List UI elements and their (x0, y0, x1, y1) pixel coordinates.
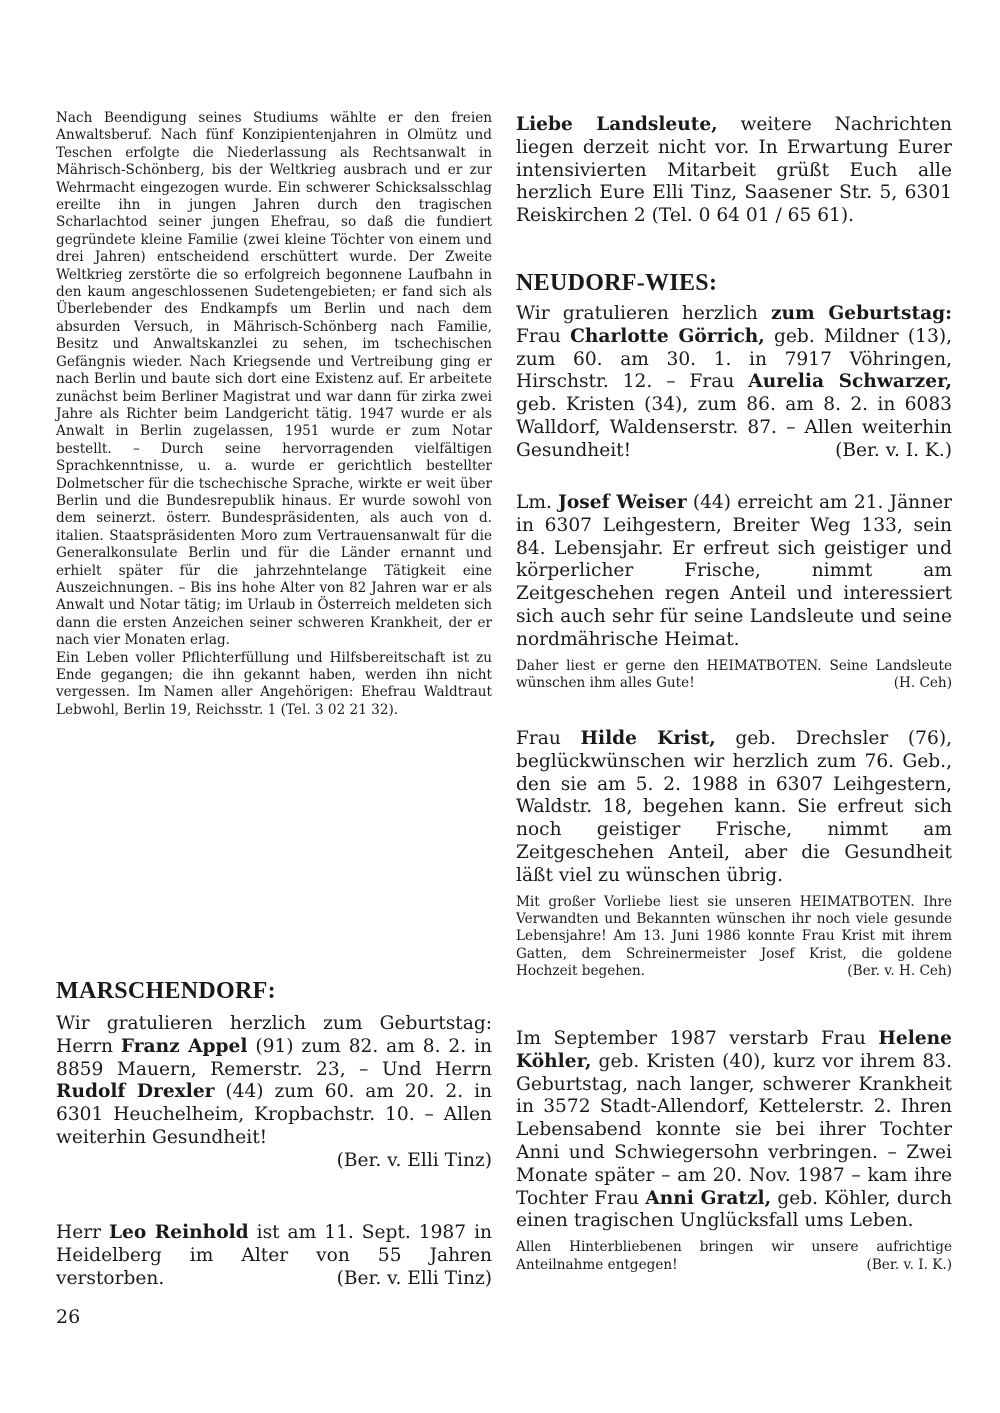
obituary-article (56, 110, 492, 719)
name-charlotte-goerrich: Charlotte Görrich, (570, 325, 765, 347)
koehler-small: Allen Hinterbliebenen bringen wir unsere aufrichtige Anteilnahme entgegen! (Ber. v. I. K.) (516, 1239, 952, 1273)
krist-notice (516, 728, 952, 981)
name-aurelia-schwarzer: Aurelia Schwarzer, (748, 371, 952, 393)
koehler-text: Im September 1987 verstarb Frau Helene Köhler, geb. Kristen (40), kurz vor ihrem 83. Geburtstag, nach langer, schwerer Krankheit in 3572 Stadt-Allendorf, Kettelerstr. 2. Ihren Lebensabend konnte sie bei ihrer Tochter Anni und Schwiegersohn verbringen. – Zwei Monate später – am 20. Nov. 1987 – kam ihre Tochter Frau Anni Gratzl, geb. Köhler, durch einen tragischen Unglücksfall ums Leben. (516, 1028, 952, 1232)
krist-small: Mit großer Vorliebe liest sie unseren HEIMATBOTEN. Ihre Verwandten und Bekannten wünschen ihr noch viele gesunde Lebensjahre! Am 13. Juni 1986 konnte Frau Krist mit ihrem Gatten, dem Schreinermeister Josef Krist, die goldene Hochzeit begehen. (Ber. v. H. Ceh) (516, 893, 952, 980)
weiser-notice (516, 492, 952, 692)
name-hilde-krist: Hilde Krist, (580, 728, 716, 749)
name-anni-gratzl: Anni Gratzl, (645, 1187, 772, 1209)
reinhold-notice (56, 1222, 492, 1290)
obituary-text: Nach Beendigung seines Studiums wählte er den freien Anwaltsberuf. Nach fünf Konzipientenjahren in Olmütz und Teschen erfolgte die Niederlassung als Rechtsanwalt in Mährisch-Schönberg, bis der Weltkrieg ausbrach und er zur Wehrmacht eingezogen wurde. Ein schwerer Schicksalsschlag ereilte ihn in jungen Jahren durch den tragischen Scharlachtod seiner jungen Ehefrau, so daß die fundiert gegründete kleine Familie (zwei kleine Töchter von einem und drei Jahren) entscheidend erschüttert wurde. Der Zweite Weltkrieg zerstörte die so erfolgreich begonnene Laufbahn in den kaum angeschlossenen Sudetengebieten; er fand sich als Überlebender des Endkampfs um Berlin und nach dem absurden Versuch, in Mährisch-Schönberg nach Familie, Besitz und Anwaltskanzlei zu sehen, im tschechischen Gefängnis wieder. Nach Kriegsende und Vertreibung ging er nach Berlin und baute sich dort eine Existenz auf. Er arbeitete zunächst beim Berliner Magistrat und war dann für zirka zwei Jahre als Richter beim Landgericht tätig. 1947 wurde er als Anwalt in Berlin zugelassen, 1951 wurde er zum Notar bestellt. – Durch seine hervorragenden vielfältigen Sprachkenntnisse, u. a. wurde er gerichtlich bestellter Dolmetscher für die tschechische Sprache, wirkte er weit über Berlin und die Bundesrepublik hinaus. Er wurde sowohl von dem seinerzt. österr. Bundespräsidenten, als auch von d. italien. Staatspräsidenten Moro zum Vertrauensanwalt für die Generalkonsulate Berlin und für die Länder ernannt und erhielt später für die jahrzehntelange Tätigkeit eine Auszeichnungen. – Bis ins hohe Alter von 82 Jahren war er als Anwalt und Notar tätig; im Urlaub in Österreich meldeten sich dann die ersten Anzeichen seiner schweren Krankheit, der er nach vier Monaten erlag. (56, 110, 492, 649)
marschendorf-heading: MARSCHENDORF: (56, 978, 276, 1004)
weiser-credit: (H. Ceh) (893, 674, 952, 691)
marschendorf-text: Wir gratulieren herzlich zum Geburtstag: Herrn Franz Appel (91) zum 82. am 8. 2. in 8859 Mauern, Remerstr. 23, – Und Herrn Rudolf Drexler (44) zum 60. am 20. 2. in 6301 Heuchelheim, Kropbachstr. 10. – Allen weiterhin Gesundheit! (56, 1013, 492, 1148)
reinhold-text: Herr Leo Reinhold ist am 11. Sept. 1987 in Heidelberg im Alter von 55 Jahren verstorben. (Ber. v. Elli Tinz) (56, 1222, 492, 1289)
obituary-closing: Ein Leben voller Pflichterfüllung und Hilfsbereitschaft ist zu Ende gegangen; die ihn gekannt haben, werden ihn nicht vergessen. Im Namen aller Angehörigen: Ehefrau Waldtraut Lebwohl, Berlin 19, Reichsstr. 1 (Tel. 3 02 21 32). (56, 649, 492, 718)
reinhold-credit: (Ber. v. Elli Tinz) (336, 1267, 492, 1289)
name-franz-appel: Franz Appel (120, 1035, 248, 1057)
name-rudolf-drexler: Rudolf Drexler (56, 1081, 215, 1103)
landsleute-notice (516, 114, 952, 228)
koehler-credit: (Ber. v. I. K.) (866, 1256, 952, 1273)
name-leo-reinhold: Leo Reinhold (108, 1222, 249, 1243)
marschendorf-credit: (Ber. v. Elli Tinz) (336, 1149, 492, 1171)
weiser-small: Daher liest er gerne den HEIMATBOTEN. Seine Landsleute wünschen ihm alles Gute! (H. Ceh) (516, 657, 952, 691)
marschendorf-section (56, 978, 492, 1173)
neudorf-text: Wir gratulieren herzlich zum Geburtstag: Frau Charlotte Görrich, geb. Mildner (13), zum 60. am 30. 1. in 7917 Vöhringen, Hirschstr. 12. – Frau Aurelia Schwarzer, geb. Kristen (34), zum 86. am 8. 2. in 6083 Walldorf, Waldenserstr. 87. – Allen weiterhin Gesundheit! (Ber. v. I. K.) (516, 303, 952, 461)
neudorf-heading: NEUDORF-WIES: (516, 270, 718, 296)
krist-text: Frau Hilde Krist, geb. Drechsler (76), beglückwünschen wir herzlich zum 76. Geb., den sie am 5. 2. 1988 in 6307 Leihgestern, Waldstr. 18, begehen kann. Sie erfreut sich noch geistiger Frische, nimmt am Zeitgeschehen Anteil, aber die Gesundheit läßt viel zu wünschen übrig. (516, 728, 952, 886)
koehler-notice (516, 1028, 952, 1274)
neudorf-credit: (Ber. v. I. K.) (835, 439, 952, 461)
landsleute-text: Liebe Landsleute, weitere Nachrichten liegen derzeit nicht vor. In Erwartung Eurer intensivierten Mitarbeit grüßt Euch alle herzlich Eure Elli Tinz, Saasener Str. 5, 6301 Reiskirchen 2 (Tel. 0 64 01 / 65 61). (516, 114, 952, 227)
neudorf-section (516, 270, 952, 463)
name-helene-koehler: Helene Köhler, (516, 1028, 952, 1072)
weiser-text: Lm. Josef Weiser (44) erreicht am 21. Jänner in 6307 Leihgestern, Breiter Weg 133, sein 84. Lebensjahr. Er erfreut sich geistiger und körperlicher Frische, nimmt am Zeitgeschehen regen Anteil und interessiert sich auch sehr für seine Landsleute und seine nordmährische Heimat. (516, 492, 952, 650)
name-josef-weiser: Josef Weiser (558, 492, 687, 513)
page-number: 26 (56, 1306, 81, 1328)
krist-credit: (Ber. v. H. Ceh) (847, 963, 952, 980)
